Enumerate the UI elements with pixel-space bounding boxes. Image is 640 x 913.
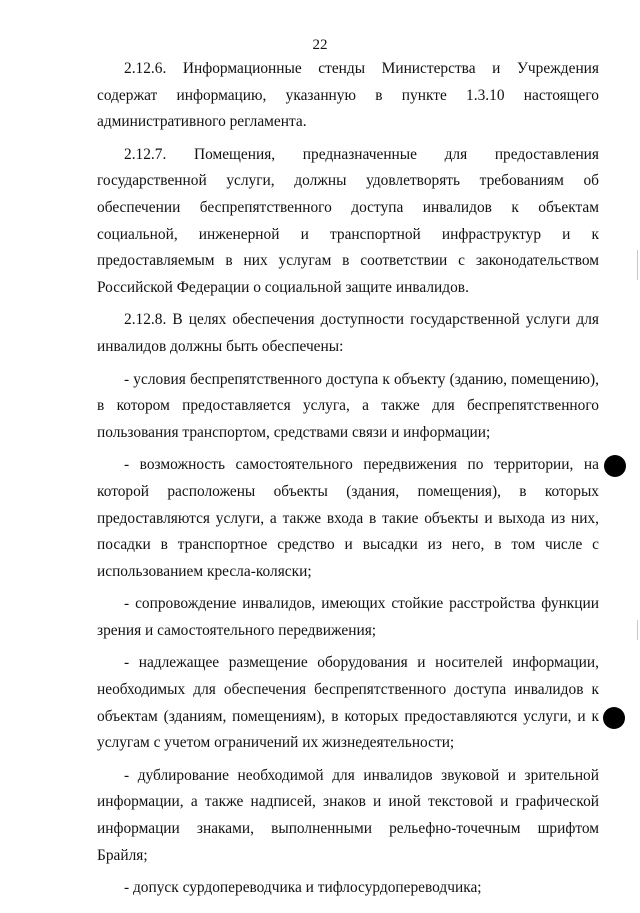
punch-hole-mark <box>603 707 625 729</box>
scan-edge-mark <box>637 620 638 640</box>
paragraph-2-12-7: 2.12.7. Помещения, предназначенные для предоставления государственной услуги, должны удовлетворять требованиям об обеспечении беспрепятственного доступа инвалидов к объектам социальной, инженерной и транспортной инфраструктур и к предоставляемым в них услугам в соответствии с законодательством Российской Федерации о социальной защите инвалидов. <box>97 145 599 296</box>
list-item-equipment-placement: - надлежащее размещение оборудования и носителей информации, необходимых для обеспечения беспрепятственного доступа инвалидов к объектам (зданиям, помещениям), в которых предоставляются услуги, и к услугам с учетом ограничений их жизнедеятельности; <box>97 654 599 752</box>
list-item-escort: - сопровождение инвалидов, имеющих стойкие расстройства функции зрения и самостоятельного передвижения; <box>97 595 599 639</box>
scan-edge-mark <box>637 250 638 280</box>
list-item-movement: - возможность самостоятельного передвижения по территории, на которой расположены объекты (здания, помещения), в которых предоставляются услуги, а также входа в такие объекты и выхода из них, посадки в транспортное средство и высадки из него, в том числе с использованием кресла-коляски; <box>97 456 599 580</box>
list-item-access-conditions: - условия беспрепятственного доступа к объекту (зданию, помещению), в котором предоставляется услуга, а также для беспрепятственного пользования транспортом, средствами связи и информации; <box>97 370 599 441</box>
paragraph-2-12-8: 2.12.8. В целях обеспечения доступности государственной услуги для инвалидов должны быть обеспечены: <box>97 311 599 355</box>
paragraph-2-12-6: 2.12.6. Информационные стенды Министерства и Учреждения содержат информацию, указанную в пункте 1.3.10 настоящего административного регламента. <box>97 60 599 131</box>
list-item-information-duplication: - дублирование необходимой для инвалидов звуковой и зрительной информации, а также надписей, знаков и иной текстовой и графической информации знаками, выполненными рельефно-точечным шрифтом Брайля; <box>97 766 599 864</box>
punch-hole-mark <box>604 455 626 477</box>
document-body <box>97 56 599 908</box>
page-number: 22 <box>312 37 328 53</box>
list-item-interpreter-admission: - допуск сурдопереводчика и тифлосурдопереводчика; <box>124 879 482 897</box>
